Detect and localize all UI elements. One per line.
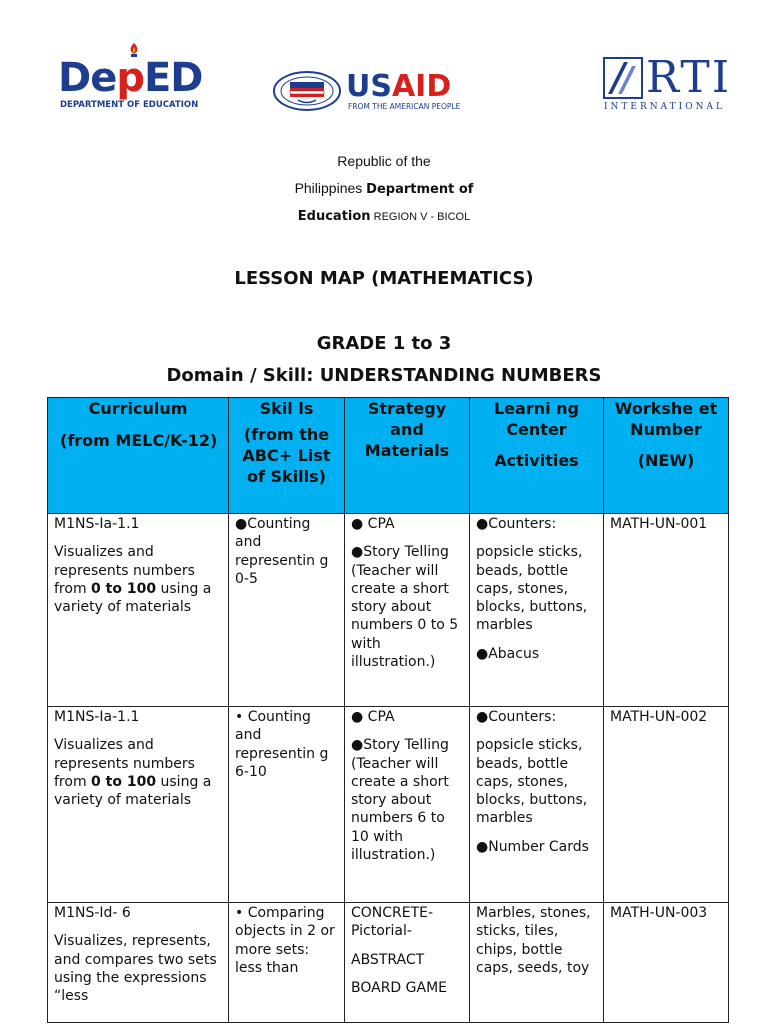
page-title: LESSON MAP (MATHEMATICS) <box>234 268 534 289</box>
usaid-tagline: FROM THE AMERICAN PEOPLE <box>348 102 461 111</box>
col-header-curriculum: Curriculum (from MELC/K-12) <box>48 398 229 514</box>
cell-skill: • Comparing objects in 2 or more sets: less than <box>229 903 345 1023</box>
cell-strategy: ● CPA ●Story Telling (Teacher will create a short story about numbers 6 to 10 with illustration.) <box>345 707 470 903</box>
domain-title: Domain / Skill: UNDERSTANDING NUMBERS <box>166 365 602 386</box>
cell-learning-center: ●Counters: popsicle sticks, beads, bottle caps, stones, blocks, buttons, marbles ●Number Cards <box>470 707 604 903</box>
table-row <box>48 514 729 707</box>
col-header-skills: Skil ls (from the ABC+ List of Skills) <box>229 398 345 514</box>
rti-wordmark: RTI <box>646 52 732 103</box>
lesson-map-table <box>47 397 729 1023</box>
col-header-strategy: Strategy and Materials <box>345 398 470 514</box>
cell-curriculum: M1NS-Id- 6 Visualizes, represents, and compares two sets using the expressions “less <box>48 903 229 1023</box>
usaid-seal-icon <box>272 70 342 112</box>
grade-title: GRADE 1 to 3 <box>316 333 452 354</box>
cell-strategy: CONCRETE-Pictorial- ABSTRACT BOARD GAME <box>345 903 470 1023</box>
cell-curriculum: M1NS-Ia-1.1 Visualizes and represents numbers from 0 to 100 using a variety of materials <box>48 707 229 903</box>
cell-worksheet-number: MATH-UN-003 <box>604 903 729 1023</box>
table-row <box>48 903 729 1023</box>
cell-learning-center: Marbles, stones, sticks, tiles, chips, bottle caps, seeds, toy <box>470 903 604 1023</box>
cell-skill: • Counting and representin g 6-10 <box>229 707 345 903</box>
cell-curriculum: M1NS-Ia-1.1 Visualizes and represents numbers from 0 to 100 using a variety of materials <box>48 514 229 707</box>
col-header-learning-center: Learni ng Center Activities <box>470 398 604 514</box>
table-row <box>48 707 729 903</box>
header-line-2: Philippines Department of <box>294 180 474 197</box>
table-header-row <box>48 398 729 514</box>
deped-logo <box>58 42 208 114</box>
cell-skill: ●Counting and representin g 0-5 <box>229 514 345 707</box>
rti-logo <box>602 52 737 114</box>
cell-worksheet-number: MATH-UN-002 <box>604 707 729 903</box>
header-line-1: Republic of the <box>337 153 431 169</box>
rti-subtitle: INTERNATIONAL <box>604 102 725 112</box>
cell-strategy: ● CPA ●Story Telling (Teacher will create a short story about numbers 0 to 5 with illustration.) <box>345 514 470 707</box>
deped-subtitle: DEPARTMENT OF EDUCATION <box>60 100 199 110</box>
col-header-worksheet-number: Workshe et Number (NEW) <box>604 398 729 514</box>
cell-worksheet-number: MATH-UN-001 <box>604 514 729 707</box>
rti-mark-icon <box>602 56 644 100</box>
deped-wordmark: DepED <box>58 55 203 101</box>
usaid-logo <box>272 70 512 112</box>
usaid-wordmark: USAID <box>346 69 452 104</box>
cell-learning-center: ●Counters: popsicle sticks, beads, bottle caps, stones, blocks, buttons, marbles ●Abacus <box>470 514 604 707</box>
header-line-3: Education REGION V - BICOL <box>297 209 471 224</box>
